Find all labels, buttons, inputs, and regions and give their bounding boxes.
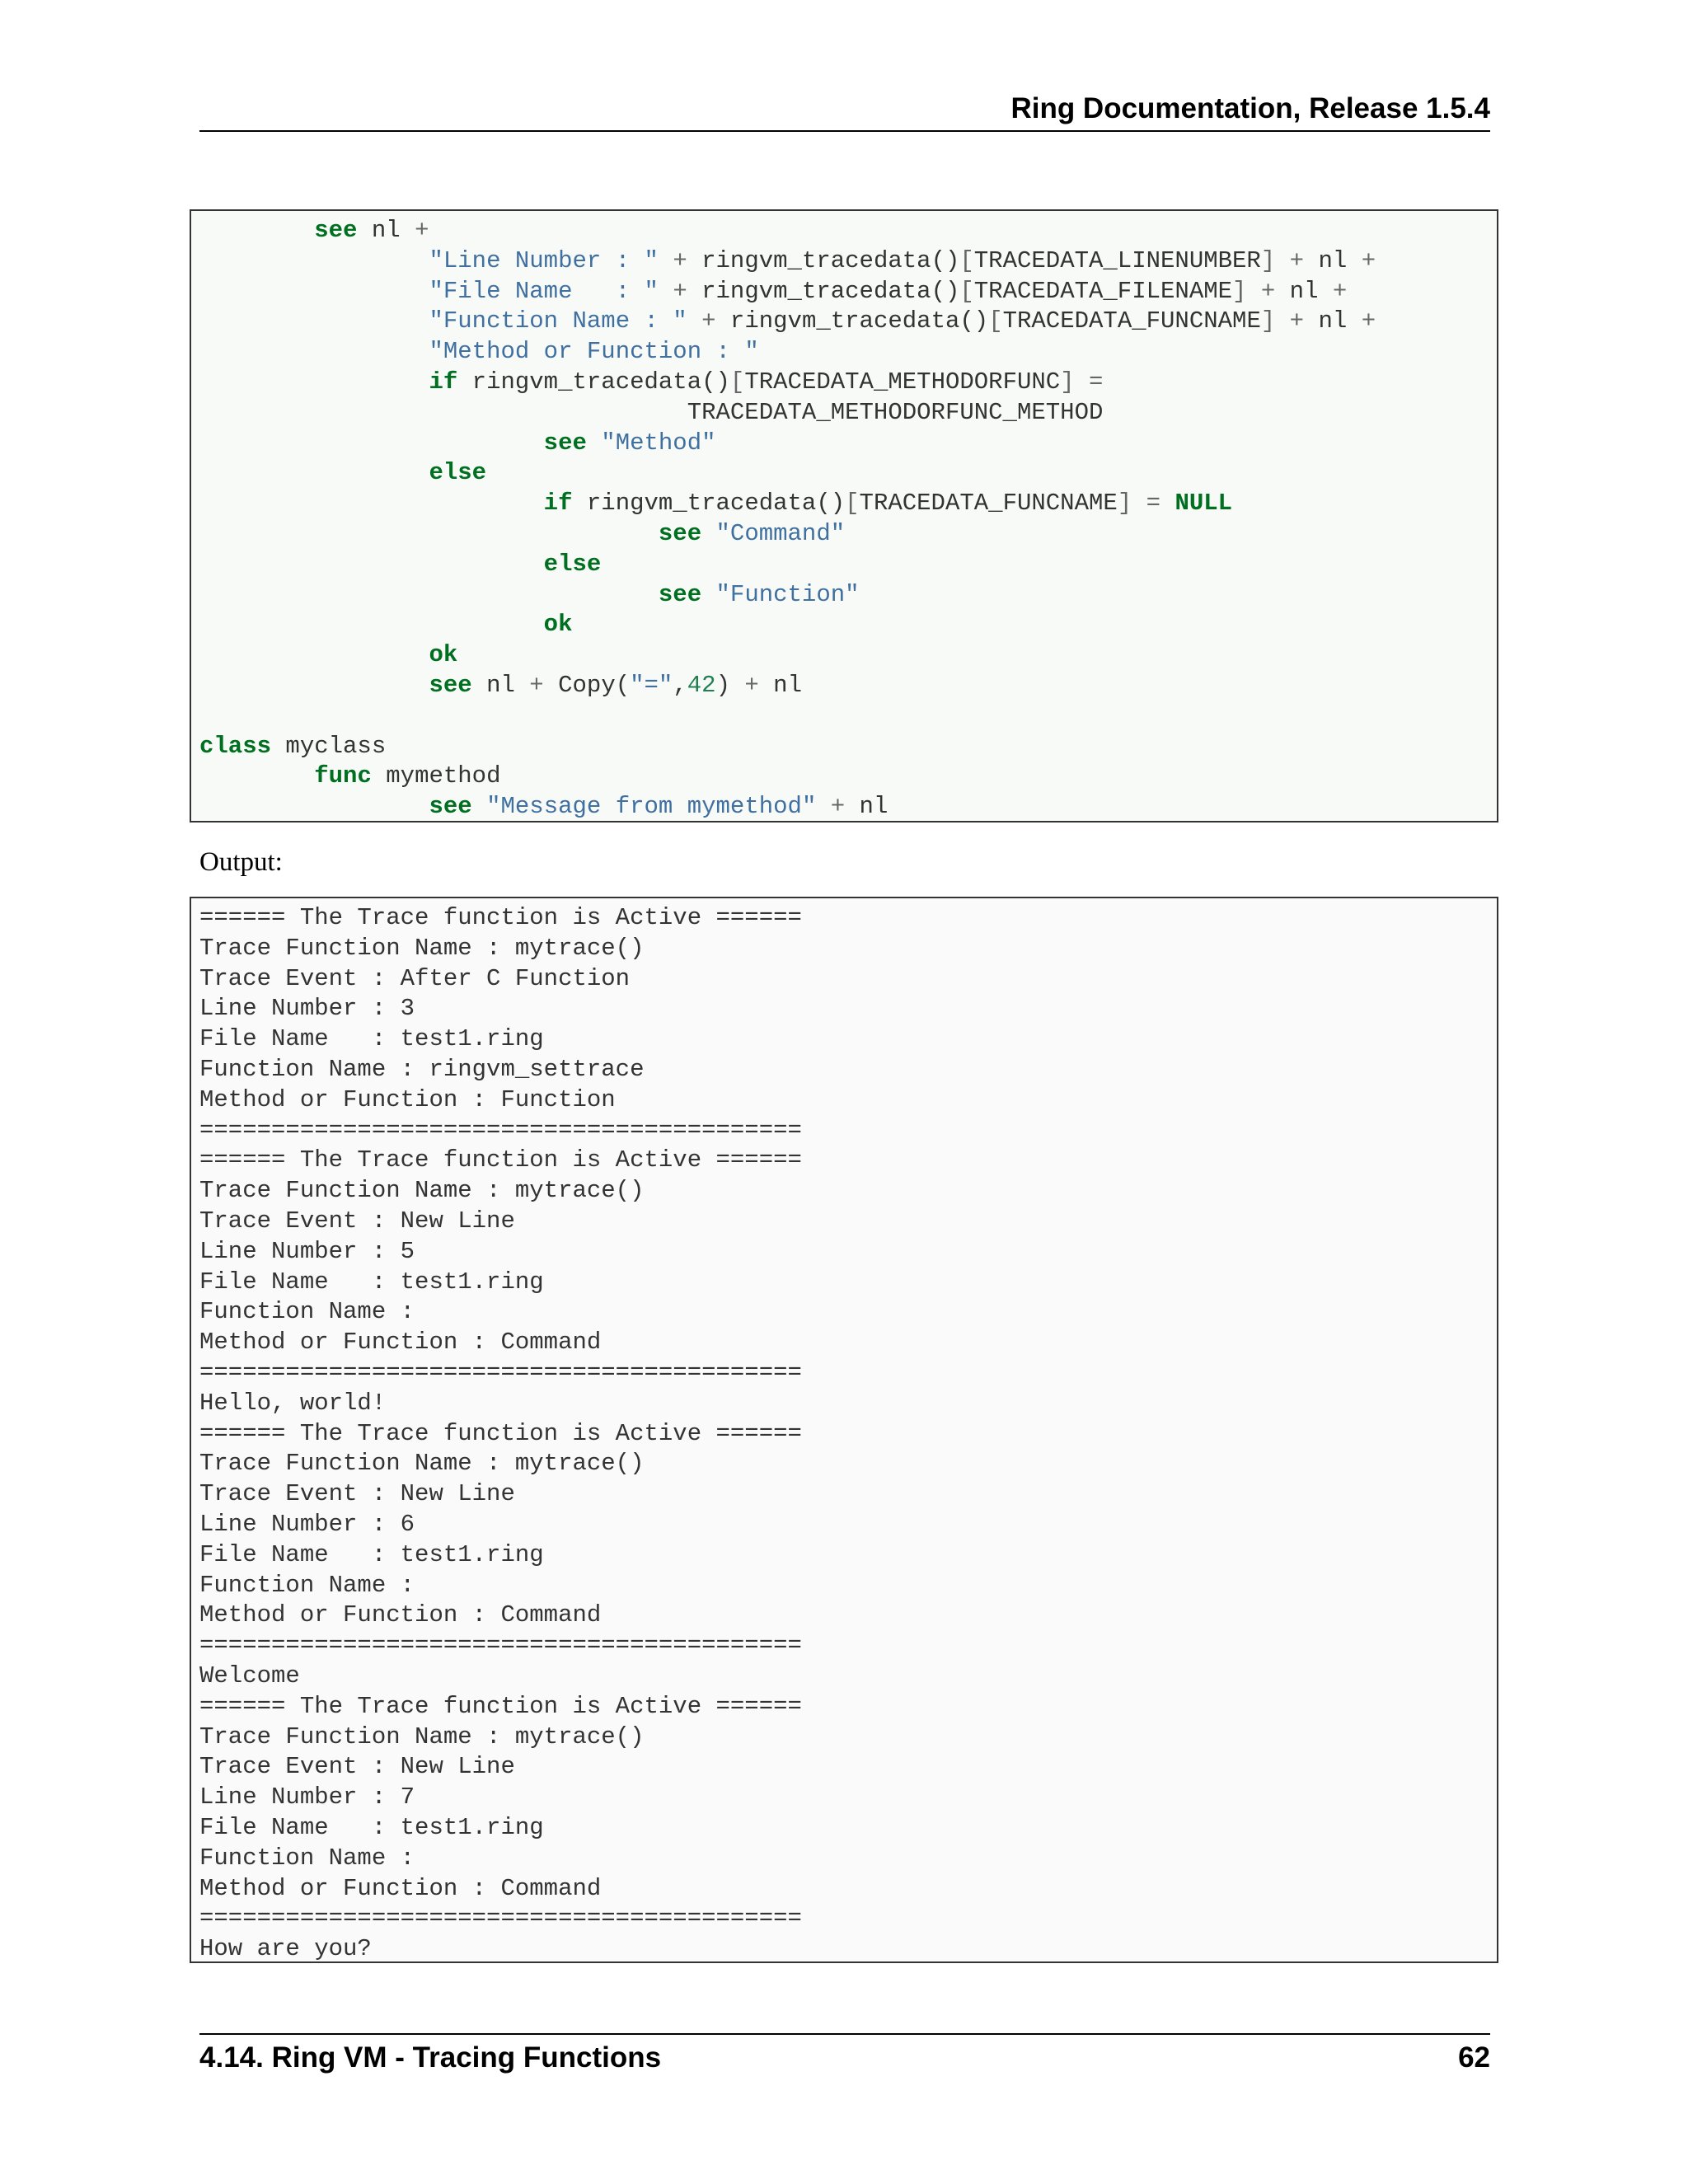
code-token: func [314, 762, 372, 790]
code-token: see [429, 672, 472, 699]
code-token: TRACEDATA_METHODORFUNC [744, 368, 1061, 396]
output-line: ========================================== [199, 1359, 802, 1386]
code-token: + [744, 672, 759, 699]
output-line: Line Number : 7 [199, 1783, 415, 1811]
output-line: File Name : test1.ring [199, 1814, 544, 1841]
code-token: "Method or Function : " [429, 338, 759, 366]
code-token [199, 641, 429, 668]
code-line [199, 671, 802, 701]
code-token: see [429, 793, 472, 821]
output-line: Method or Function : Command [199, 1329, 602, 1357]
output-line: File Name : test1.ring [199, 1540, 544, 1568]
code-token: Copy( [543, 672, 631, 699]
code-token: "Function Name : " [429, 307, 687, 335]
code-token: "File Name : " [429, 277, 659, 305]
code-token: + [830, 793, 846, 821]
code-token: class [199, 732, 272, 760]
header-divider [199, 130, 1490, 132]
code-token: see [658, 580, 702, 608]
code-token: nl [1275, 277, 1333, 305]
code-token: = [1089, 368, 1104, 396]
output-line: ====== The Trace function is Active ====== [199, 1692, 802, 1720]
output-line: File Name : test1.ring [199, 1268, 544, 1296]
code-token: ringvm_tracedata() [457, 368, 730, 396]
code-token: "Command" [715, 520, 846, 547]
code-token: ] [1232, 277, 1247, 305]
code-token: ringvm_tracedata() [715, 307, 989, 335]
output-label: Output: [199, 847, 283, 877]
code-token: ringvm_tracedata() [687, 246, 960, 274]
output-line: Trace Event : New Line [199, 1207, 515, 1235]
code-token: "Line Number : " [429, 246, 659, 274]
code-line [199, 519, 845, 550]
code-token: nl [1304, 246, 1362, 274]
code-token [659, 278, 673, 305]
code-line [199, 762, 501, 792]
code-token: ) [715, 672, 745, 699]
code-token: + [1361, 307, 1376, 335]
code-token: if [429, 368, 458, 396]
code-line [199, 277, 1347, 307]
code-token: [ [845, 490, 860, 518]
code-line [199, 246, 1376, 277]
code-line [199, 610, 572, 640]
code-token [1132, 490, 1146, 517]
output-line: Trace Event : After C Function [199, 964, 631, 992]
code-line [199, 732, 386, 762]
code-line [199, 458, 486, 489]
output-line: ========================================== [199, 1905, 802, 1933]
page-header-title: Ring Documentation, Release 1.5.4 [1010, 92, 1490, 124]
code-token: ringvm_tracedata() [572, 490, 846, 518]
output-line: Trace Event : New Line [199, 1753, 515, 1781]
code-token: + [529, 672, 544, 699]
code-token: [ [959, 246, 974, 274]
code-token: ok [543, 611, 573, 639]
output-line: ====== The Trace function is Active ====== [199, 1146, 802, 1174]
page-number: 62 [1458, 2041, 1490, 2074]
code-token [199, 520, 659, 547]
output-block [190, 897, 1498, 1963]
code-token [199, 247, 429, 274]
code-token [659, 247, 673, 274]
output-line: Method or Function : Command [199, 1601, 602, 1629]
output-line: Method or Function : Command [199, 1874, 602, 1902]
code-token [199, 762, 314, 790]
code-token: "=" [630, 672, 673, 699]
code-token: + [1260, 277, 1276, 305]
code-token [1275, 247, 1289, 274]
code-token: ] [1260, 246, 1276, 274]
code-token: ] [1117, 490, 1132, 518]
output-line: Hello, world! [199, 1389, 387, 1417]
code-token: [ [959, 277, 974, 305]
code-token [199, 551, 544, 578]
code-token: NULL [1175, 490, 1233, 518]
code-token: nl [758, 672, 802, 699]
code-token [199, 217, 314, 244]
code-block [190, 209, 1498, 823]
output-line: Welcome [199, 1662, 300, 1690]
code-line [199, 307, 1376, 337]
footer-section-title: 4.14. Ring VM - Tracing Functions [199, 2041, 662, 2074]
output-line: Trace Function Name : mytrace() [199, 1450, 645, 1478]
code-token: 42 [687, 672, 716, 699]
code-token: + [1361, 246, 1376, 274]
output-line: Trace Function Name : mytrace() [199, 934, 645, 962]
code-token [199, 429, 544, 457]
code-token: see [543, 429, 587, 457]
code-line [199, 216, 429, 246]
output-line: ====== The Trace function is Active ====== [199, 1419, 802, 1447]
output-line: ========================================== [199, 1632, 802, 1660]
code-token: + [1332, 277, 1348, 305]
code-token: + [673, 246, 687, 274]
code-line [199, 640, 457, 671]
code-token: ] [1060, 368, 1075, 396]
code-token [199, 368, 429, 396]
code-token: ] [1260, 307, 1276, 335]
code-token [199, 338, 429, 365]
code-token: + [1289, 307, 1305, 335]
code-token: mymethod [371, 762, 501, 790]
code-token [199, 278, 429, 305]
output-line: Line Number : 5 [199, 1237, 415, 1265]
output-line: Method or Function : Function [199, 1085, 616, 1113]
code-token [701, 520, 715, 547]
code-token: TRACEDATA_FUNCNAME [1002, 307, 1261, 335]
code-token [816, 793, 830, 820]
code-token: nl [471, 672, 530, 699]
code-token: myclass [271, 732, 387, 760]
output-line: File Name : test1.ring [199, 1025, 544, 1053]
code-line [199, 580, 860, 611]
code-token: nl [845, 793, 889, 821]
code-token: "Function" [715, 580, 860, 608]
code-line [199, 489, 1232, 519]
code-token: ok [429, 641, 458, 669]
code-line [199, 792, 888, 823]
code-token [587, 429, 601, 457]
code-token [1246, 278, 1260, 305]
code-token: TRACEDATA_FILENAME [973, 277, 1233, 305]
code-token [1075, 368, 1089, 396]
code-token [701, 581, 715, 608]
output-line: Function Name : [199, 1298, 415, 1326]
code-token [472, 793, 486, 820]
code-token [199, 611, 544, 638]
code-token: TRACEDATA_METHODORFUNC_METHOD [199, 398, 1104, 426]
code-token [1160, 490, 1175, 517]
code-token [687, 307, 701, 335]
code-token: + [673, 277, 687, 305]
code-token: else [429, 459, 487, 487]
code-token: if [543, 490, 573, 518]
code-token: nl [357, 217, 415, 244]
code-token [199, 459, 429, 486]
code-line [199, 550, 601, 580]
code-line [199, 368, 1103, 398]
code-token: TRACEDATA_FUNCNAME [859, 490, 1118, 518]
code-token [199, 793, 429, 820]
code-token: [ [729, 368, 745, 396]
code-token [199, 490, 544, 517]
code-token: nl [1304, 307, 1362, 335]
code-token: , [673, 672, 687, 699]
code-token: see [314, 217, 358, 244]
code-line [199, 337, 759, 368]
code-token: see [658, 520, 702, 547]
output-line: Trace Function Name : mytrace() [199, 1722, 645, 1750]
footer-divider [199, 2033, 1490, 2035]
code-token: + [415, 217, 429, 244]
code-token: "Method" [601, 429, 716, 457]
code-line [199, 429, 716, 459]
code-token: ringvm_tracedata() [687, 277, 960, 305]
code-token: + [1289, 246, 1305, 274]
output-line: Trace Function Name : mytrace() [199, 1177, 645, 1205]
output-line: ========================================== [199, 1116, 802, 1144]
output-line: ====== The Trace function is Active ====== [199, 904, 802, 931]
code-token [199, 672, 429, 699]
code-token: TRACEDATA_LINENUMBER [973, 246, 1261, 274]
code-token: [ [988, 307, 1003, 335]
output-line: Function Name : ringvm_settrace [199, 1056, 645, 1083]
code-token [199, 307, 429, 335]
output-line: Line Number : 3 [199, 995, 415, 1023]
output-line: Function Name : [199, 1571, 415, 1599]
code-token [199, 581, 659, 608]
code-token: + [701, 307, 716, 335]
output-line: Trace Event : New Line [199, 1480, 515, 1508]
code-token: else [543, 550, 602, 578]
output-line: Function Name : [199, 1844, 415, 1872]
output-line: How are you? [199, 1935, 372, 1963]
code-line [199, 398, 1103, 429]
code-token: "Message from mymethod" [486, 793, 817, 821]
code-token: = [1146, 490, 1161, 518]
output-line: Line Number : 6 [199, 1511, 415, 1538]
code-token [1275, 307, 1289, 335]
